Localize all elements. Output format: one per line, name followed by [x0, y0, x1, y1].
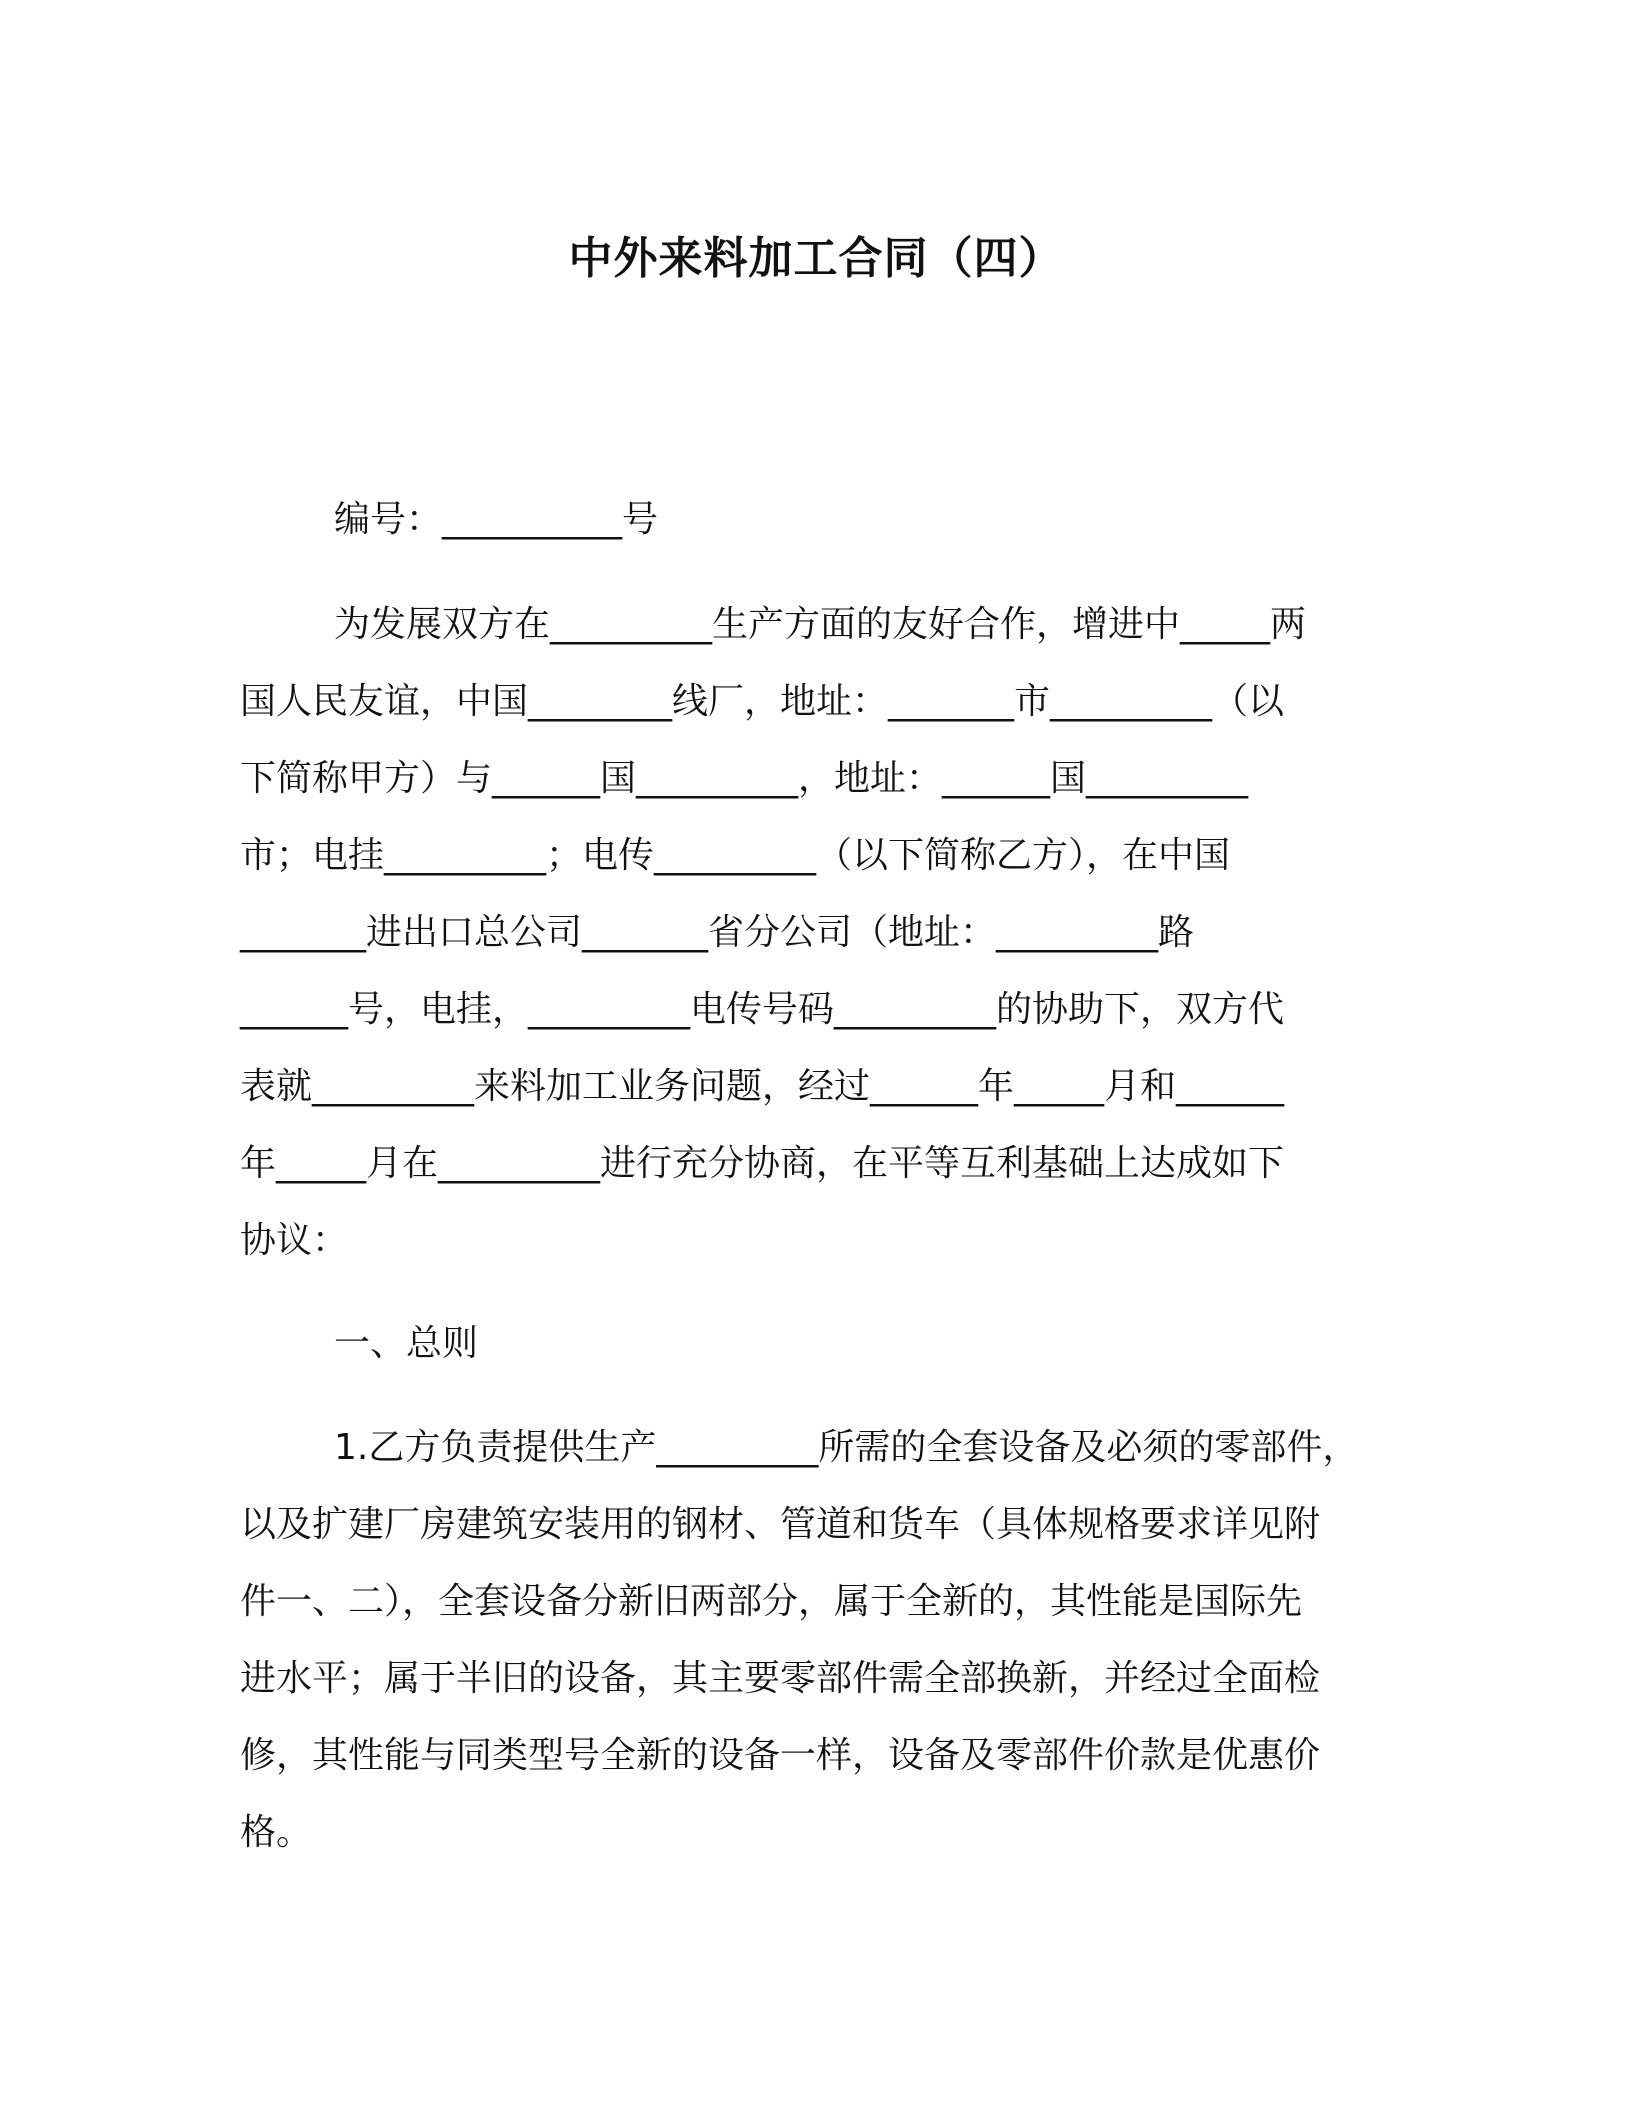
contract-number-line: 编号：__________号	[334, 499, 659, 540]
preamble-line-9: 协议：	[240, 1220, 349, 1261]
clause-1-line-3: 件一、二），全套设备分新旧两部分，属于全新的，其性能是国际先	[240, 1581, 1303, 1622]
clause-1-line-6: 格。	[240, 1812, 313, 1853]
preamble-line-2: 国人民友谊，中国________线厂，地址：_______市_________（以	[240, 681, 1285, 722]
document-title: 中外来料加工合同（四）	[568, 233, 1064, 284]
preamble-line-1: 为发展双方在_________生产方面的友好合作，增进中_____两	[334, 604, 1307, 645]
clause-1-line-5: 修，其性能与同类型号全新的设备一样，设备及零部件价款是优惠价	[240, 1735, 1321, 1776]
preamble-line-8: 年_____月在_________进行充分协商，在平等互利基础上达成如下	[240, 1143, 1285, 1184]
clause-1-line-2: 以及扩建厂房建筑安装用的钢材、管道和货车（具体规格要求详见附	[240, 1504, 1321, 1545]
preamble-line-3: 下简称甲方）与______国_________，地址：______国_________	[240, 758, 1249, 799]
clause-1-line-4: 进水平；属于半旧的设备，其主要零部件需全部换新，并经过全面检	[240, 1658, 1321, 1699]
preamble-line-5: _______进出口总公司_______省分公司（地址：_________路	[240, 912, 1195, 953]
preamble-line-6: ______号，电挂，_________电传号码_________的协助下，双方代	[240, 989, 1285, 1030]
preamble-line-7: 表就_________来料加工业务问题，经过______年_____月和______	[240, 1066, 1285, 1107]
preamble-line-4: 市；电挂_________；电传_________（以下简称乙方），在中国	[240, 835, 1231, 876]
section-heading: 一、总则	[334, 1323, 479, 1364]
clause-1-line-1: 1.乙方负责提供生产_________所需的全套设备及必须的零部件，	[334, 1427, 1359, 1468]
